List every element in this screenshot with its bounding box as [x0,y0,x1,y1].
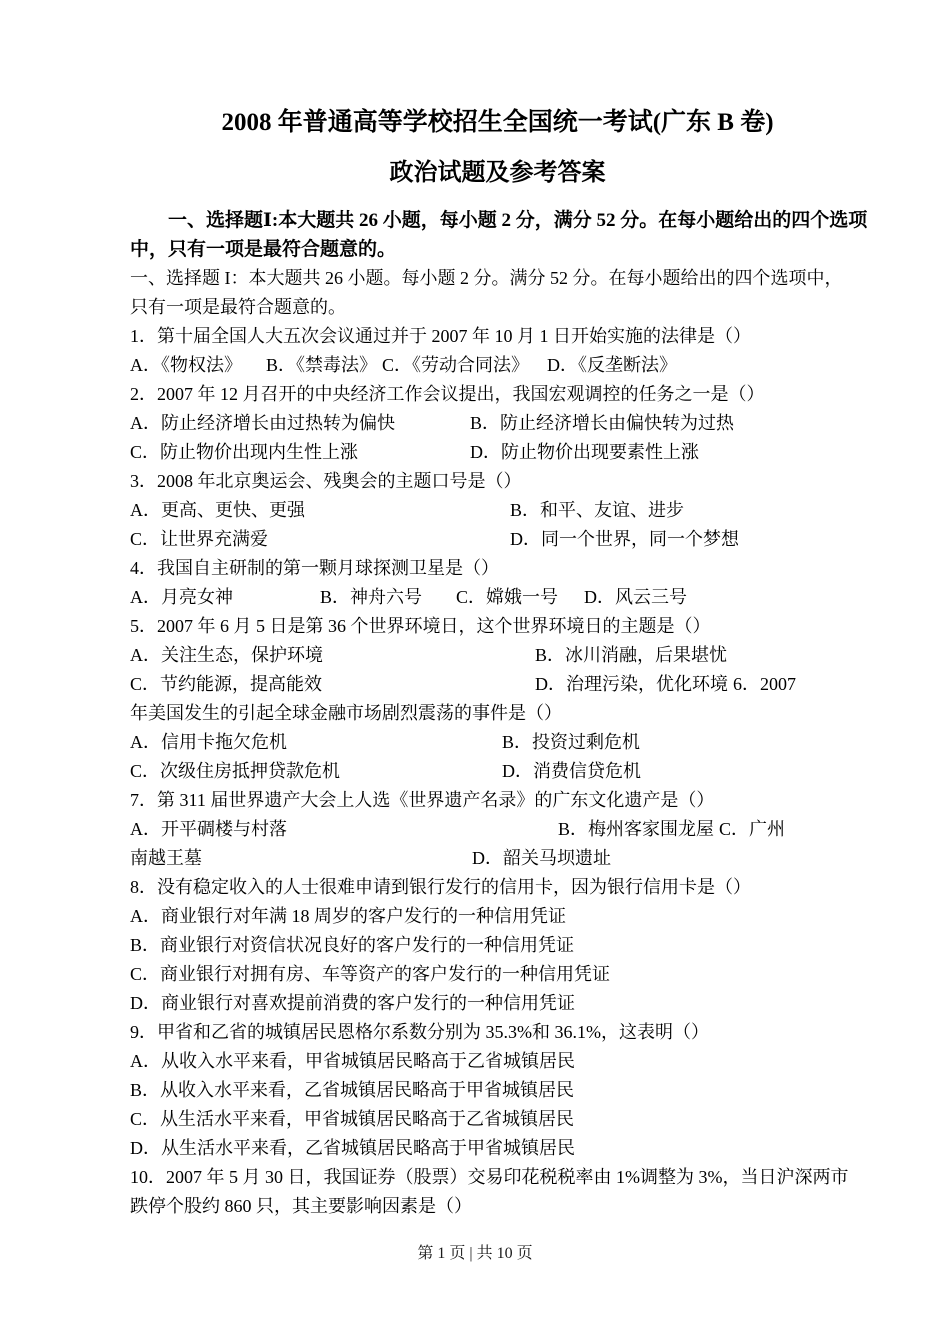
section-instruction-line1: 一、选择题 I：本大题共 26 小题。每小题 2 分。满分 52 分。在每小题给出的四个选项中， [130,268,843,288]
question-9-option-c: C．从生活水平来看，甲省城镇居民略高于乙省城镇居民 [130,1109,575,1129]
option-a: A．关注生态，保护环境 [130,645,323,665]
question-1-text: 1．第十届全国人大五次会议通过并于 2007 年 10 月 1 日开始实施的法律是（） [130,326,751,346]
question-9-text: 9．甲省和乙省的城镇居民恩格尔系数分别为 35.3%和 36.1%，这表明（） [130,1022,709,1042]
section-instruction-bold-line1: 一、选择题Ⅰ:本大题共 26 小题，每小题 2 分，满分 52 分。在每小题给出的四个选项 [168,210,868,231]
page-footer: 第 1 页 | 共 10 页 [417,1245,533,1262]
option-d: D．防止物价出现要素性上涨 [470,442,699,462]
question-10-text-line1: 10．2007 年 5 月 30 日，我国证券（股票）交易印花税税率由 1%调整为 3%，当日沪深两市 [130,1167,849,1187]
question-3-text: 3．2008 年北京奥运会、残奥会的主题口号是（） [130,471,522,491]
section-instruction-bold-line2: 中，只有一项是最符合题意的。 [130,239,397,260]
question-9-option-b: B．从收入水平来看，乙省城镇居民略高于甲省城镇居民 [130,1080,575,1100]
question-6-options-ab [130,728,865,757]
question-7-text: 7．第 311 届世界遗产大会上人选《世界遗产名录》的广东文化遗产是（） [130,790,715,810]
option-b: B．梅州客家围龙屋 [558,819,715,839]
question-6-text-continuation: 年美国发生的引起全球金融市场剧烈震荡的事件是（） [130,703,562,723]
option-c: C．节约能源，提高能效 [130,674,323,694]
question-10-text-line2: 跌停个股约 860 只，其主要影响因素是（） [130,1196,472,1216]
option-b: B．冰川消融，后果堪忧 [535,645,728,665]
question-9-option-a: A．从收入水平来看，甲省城镇居民略高于乙省城镇居民 [130,1051,575,1071]
question-1-options [130,351,865,380]
option-c-fragment: C．广州 [719,819,786,839]
question-7-options-ab [130,815,865,844]
question-8-option-c: C．商业银行对拥有房、车等资产的客户发行的一种信用凭证 [130,964,611,984]
option-c: C．让世界充满爱 [130,529,269,549]
option-b: B．投资过剩危机 [502,732,641,752]
option-d: D．韶关马坝遗址 [472,848,611,868]
question-6-number-fragment: 6．2007 [733,674,796,694]
option-d: D．风云三号 [584,587,687,607]
option-d: D．同一个世界，同一个梦想 [510,529,739,549]
option-b: B．神舟六号 [320,587,423,607]
question-4-options [130,583,865,612]
option-c: C．《劳动合同法》 [382,355,530,375]
question-5-options-cd [130,670,865,699]
question-4-text: 4．我国自主研制的第一颗月球探测卫星是（） [130,558,499,578]
question-8-option-b: B．商业银行对资信状况良好的客户发行的一种信用凭证 [130,935,575,955]
question-2-options-ab [130,409,865,438]
document-content [130,0,868,1221]
option-a: A．月亮女神 [130,587,233,607]
question-7-options-cd [130,844,865,873]
option-c-continuation: 南越王墓 [130,848,202,868]
option-d: D．消费信贷危机 [502,761,641,781]
question-3-options-ab [130,496,865,525]
question-6-options-cd [130,757,865,786]
question-5-text: 5．2007 年 6 月 5 日是第 36 个世界环境日，这个世界环境日的主题是（） [130,616,711,636]
option-a: A．开平碉楼与村落 [130,819,287,839]
question-8-option-d: D．商业银行对喜欢提前消费的客户发行的一种信用凭证 [130,993,575,1013]
question-5-options-ab [130,641,865,670]
question-2-text: 2．2007 年 12 月召开的中央经济工作会议提出，我国宏观调控的任务之一是（） [130,384,765,404]
option-c: C．嫦娥一号 [456,587,559,607]
exam-subtitle: 政治试题及参考答案 [389,160,606,186]
option-a: A．信用卡拖欠危机 [130,732,287,752]
question-2-options-cd [130,438,865,467]
option-c: C．防止物价出现内生性上涨 [130,442,359,462]
section-instruction-line2: 只有一项是最符合题意的。 [130,297,346,317]
option-b: B．《禁毒法》 [266,355,378,375]
question-8-option-a: A．商业银行对年满 18 周岁的客户发行的一种信用凭证 [130,906,566,926]
option-b: B．和平、友谊、进步 [510,500,685,520]
question-9-option-d: D．从生活水平来看，乙省城镇居民略高于甲省城镇居民 [130,1138,575,1158]
option-b: B．防止经济增长由偏快转为过热 [470,413,735,433]
exam-title: 2008 年普通高等学校招生全国统一考试(广东 B 卷) [221,109,774,136]
question-8-text: 8．没有稳定收入的人士很难申请到银行发行的信用卡，因为银行信用卡是（） [130,877,751,897]
question-3-options-cd [130,525,865,554]
option-c: C．次级住房抵押贷款危机 [130,761,341,781]
option-a: A．防止经济增长由过热转为偏快 [130,413,395,433]
option-d: D．治理污染，优化环境 [535,674,728,694]
option-a: A．更高、更快、更强 [130,500,305,520]
option-a: A．《物权法》 [130,355,242,375]
option-d: D．《反垄断法》 [547,355,677,375]
